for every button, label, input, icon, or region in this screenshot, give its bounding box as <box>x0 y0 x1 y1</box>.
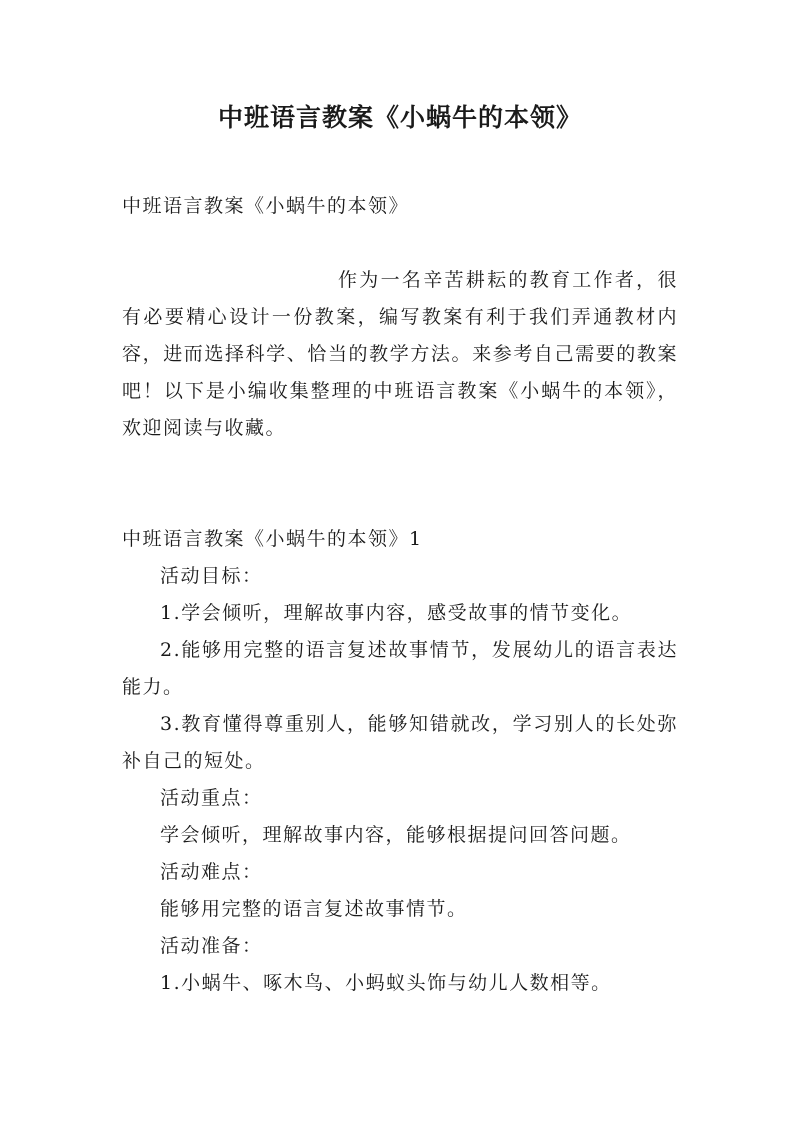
section-spacer <box>122 447 678 521</box>
intro-paragraph: 作为一名辛苦耕耘的教育工作者，很有必要精心设计一份教案，编写教案有利于我们弄通教材内容，进而选择科学、恰当的教学方法。来参考自己需要的教案吧！以下是小编收集整理的中班语言教案《小蜗牛的本领》，欢迎阅读与收藏。 <box>122 269 678 439</box>
goal-item-3: 3.教育懂得尊重别人，能够知错就改，学习别人的长处弥补自己的短处。 <box>122 713 678 772</box>
document-body <box>122 188 678 1002</box>
section-heading: 中班语言教案《小蜗牛的本领》1 <box>122 528 423 550</box>
key-points-text: 学会倾听，理解故事内容，能够根据提问回答问题。 <box>160 824 632 846</box>
goal-item-1: 1.学会倾听，理解故事内容，感受故事的情节变化。 <box>160 602 633 624</box>
document-title: 中班语言教案《小蜗牛的本领》 <box>217 103 582 132</box>
activity-goals-label: 活动目标： <box>160 565 263 587</box>
difficulty-label: 活动难点： <box>160 861 263 883</box>
document-subtitle: 中班语言教案《小蜗牛的本领》 <box>122 195 410 217</box>
difficulty-text: 能够用完整的语言复述故事情节。 <box>160 898 468 920</box>
key-points-label: 活动重点： <box>160 787 263 809</box>
preparation-label: 活动准备： <box>160 935 263 957</box>
goal-item-2: 2.能够用完整的语言复述故事情节，发展幼儿的语言表达能力。 <box>122 639 678 698</box>
preparation-item-1: 1.小蜗牛、啄木鸟、小蚂蚁头饰与幼儿人数相等。 <box>160 972 612 994</box>
